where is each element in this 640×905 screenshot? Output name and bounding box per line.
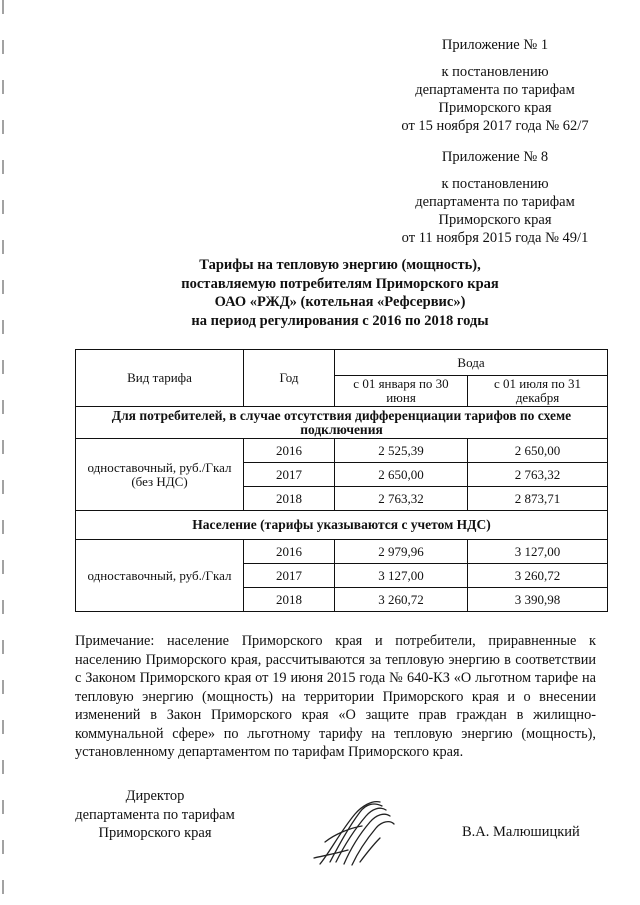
value-cell: 2 979,96 [335, 540, 468, 564]
title-line: на период регулирования с 2016 по 2018 годы [191, 312, 489, 329]
tariff-table [75, 349, 608, 612]
document-title [90, 256, 590, 330]
tariff-type-cell: одноставочный, руб./Гкал [76, 540, 244, 612]
header-period-2: с 01 июля по 31 декабря [468, 376, 608, 407]
signatory-title [60, 787, 250, 843]
appendix-8-line: к постановлению [441, 176, 549, 192]
value-cell: 2 525,39 [335, 439, 468, 463]
year-cell: 2018 [244, 487, 335, 511]
value-cell: 2 763,32 [468, 463, 608, 487]
appendix-1-block [360, 36, 630, 135]
appendix-1-line: Приморского края [438, 100, 552, 116]
value-cell: 3 390,98 [468, 588, 608, 612]
title-line: поставляемую потребителям Приморского края [181, 275, 499, 292]
appendix-1-line: от 15 ноября 2017 года № 62/7 [401, 118, 589, 134]
year-cell: 2017 [244, 564, 335, 588]
value-cell: 3 127,00 [468, 540, 608, 564]
section-title-population: Население (тарифы указываются с учетом НДС) [76, 511, 608, 540]
header-year: Год [244, 350, 335, 407]
value-cell: 2 763,32 [335, 487, 468, 511]
handwritten-signature-icon [300, 792, 405, 872]
note-paragraph: Примечание: население Приморского края и потребители, приравненные к населению Приморского края, рассчитываются за тепловую энергию в соответствии с Законом Приморского края от 19 июня 2015 года № 640-КЗ «О льготном тарифе на тепловую энергию (мощность) на территории Приморского края и о внесении изменений в Закон Приморского края «О защите прав граждан в жилищно-коммунальной сфере» по льготному тарифу на тепловую энергию (мощность), установленному департаментом по тарифам Приморского края. [75, 633, 596, 760]
year-cell: 2016 [244, 439, 335, 463]
year-cell: 2017 [244, 463, 335, 487]
signatory-name: В.А. Малюшицкий [462, 824, 580, 840]
appendix-1-line: к постановлению [441, 64, 549, 80]
title-line: ОАО «РЖД» (котельная «Рефсервис») [214, 294, 466, 310]
table-row [76, 439, 608, 463]
value-cell: 3 127,00 [335, 564, 468, 588]
appendix-8-heading: Приложение № 8 [441, 149, 549, 165]
value-cell: 3 260,72 [468, 564, 608, 588]
header-tariff-type: Вид тарифа [76, 350, 244, 407]
year-cell: 2018 [244, 588, 335, 612]
year-cell: 2016 [244, 540, 335, 564]
value-cell: 3 260,72 [335, 588, 468, 612]
appendix-8-line: департамента по тарифам [415, 194, 575, 210]
title-line: Тарифы на тепловую энергию (мощность), [199, 257, 481, 273]
scan-edge-marks [2, 0, 4, 905]
appendix-8-line: Приморского края [438, 212, 552, 228]
signatory-title-line: Директор [125, 788, 185, 804]
appendix-1-line: департамента по тарифам [415, 82, 575, 98]
value-cell: 2 873,71 [468, 487, 608, 511]
tariff-type-cell: одноставочный, руб./Гкал (без НДС) [76, 439, 244, 511]
signatory-title-line: Приморского края [98, 825, 212, 841]
appendix-8-line: от 11 ноября 2015 года № 49/1 [401, 230, 589, 246]
value-cell: 2 650,00 [468, 439, 608, 463]
value-cell: 2 650,00 [335, 463, 468, 487]
header-water: Вода [335, 350, 608, 376]
appendix-8-block [360, 148, 630, 247]
section-title-consumers: Для потребителей, в случае отсутствия дифференциации тарифов по схеме подключения [76, 407, 608, 439]
header-period-1: с 01 января по 30 июня [335, 376, 468, 407]
appendix-1-heading: Приложение № 1 [441, 37, 549, 53]
table-row [76, 540, 608, 564]
signatory-title-line: департамента по тарифам [75, 806, 235, 823]
